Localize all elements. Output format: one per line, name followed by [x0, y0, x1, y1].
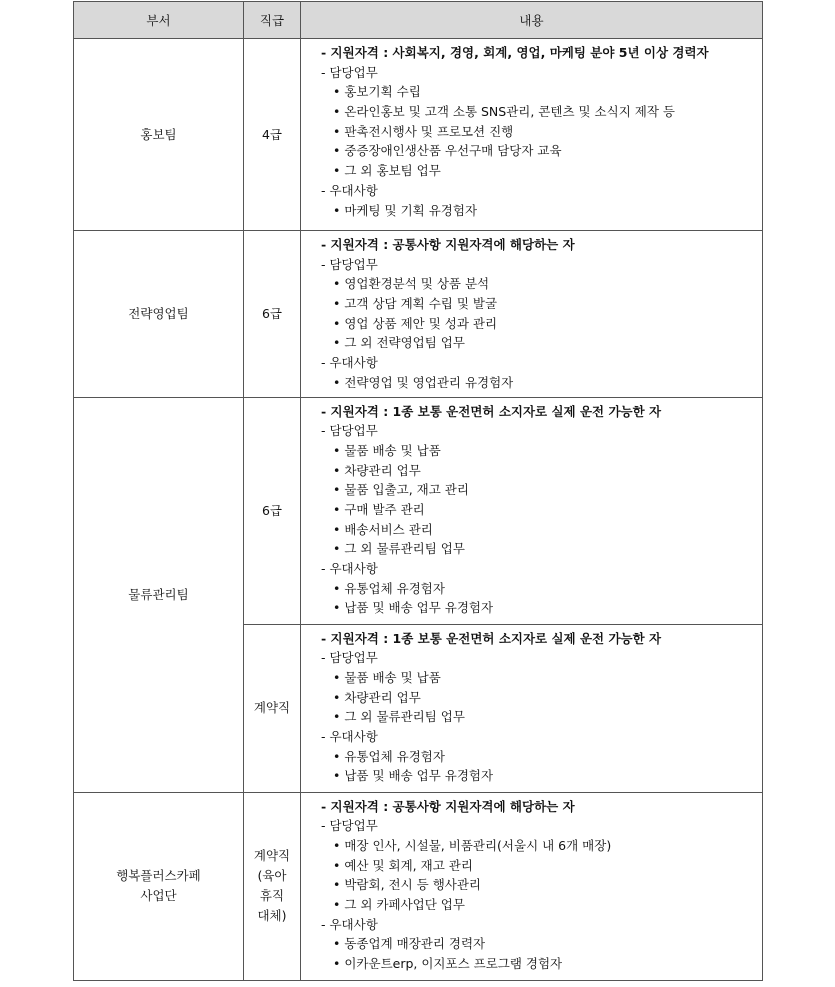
table-row	[74, 231, 763, 398]
section-line: - 우대사항	[321, 728, 378, 744]
bullet-line: • 그 외 홍보팀 업무	[333, 163, 441, 179]
bullet-line: • 배송서비스 관리	[333, 521, 433, 537]
bullet-line: • 구매 발주 관리	[333, 501, 425, 517]
bullet-line: • 납품 및 배송 업무 유경험자	[333, 768, 494, 784]
section-line: - 우대사항	[321, 561, 378, 576]
bullet-line: • 그 외 카페사업단 업무	[333, 896, 465, 912]
grade-cell: 4급	[244, 39, 301, 231]
qualification-line: - 지원자격 : 1종 보통 운전면허 소지자로 실제 운전 가능한 자	[321, 403, 662, 419]
bullet-line: • 물품 배송 및 납품	[333, 669, 441, 685]
content-cell	[301, 39, 763, 231]
header-content: 내용	[301, 2, 763, 39]
qualification-line: - 지원자격 : 공통사항 지원자격에 해당하는 자	[321, 798, 575, 814]
bullet-line: • 납품 및 배송 업무 유경험자	[333, 600, 494, 616]
bullet-line: • 동종업계 매장관리 경력자	[333, 936, 486, 952]
section-line: - 담당업무	[321, 256, 378, 272]
table-row	[74, 792, 763, 980]
dept-line: 사업단	[140, 888, 177, 903]
bullet-line: • 물품 입출고, 재고 관리	[333, 482, 469, 498]
bullet-line: • 물품 배송 및 납품	[333, 442, 441, 458]
header-grade: 직급	[244, 2, 301, 39]
dept-line: 행복플러스카페	[116, 868, 201, 883]
content-cell	[301, 397, 763, 624]
bullet-line: • 예산 및 회계, 재고 관리	[333, 857, 473, 873]
dept-cell: 전략영업팀	[74, 231, 244, 398]
section-line: - 우대사항	[321, 182, 378, 198]
section-line: - 담당업무	[321, 818, 378, 834]
content-cell	[301, 231, 763, 398]
bullet-line: • 전략영업 및 영업관리 유경험자	[333, 374, 514, 390]
bullet-line: • 차량관리 업무	[333, 462, 421, 478]
qualification-line: - 지원자격 : 공통사항 지원자격에 해당하는 자	[321, 237, 575, 252]
bullet-line: • 매장 인사, 시설물, 비품관리(서울시 내 6개 매장)	[333, 837, 612, 853]
section-line: - 담당업무	[321, 64, 378, 80]
bullet-line: • 박람회, 전시 등 행사관리	[333, 877, 481, 893]
bullet-line: • 그 외 물류관리팀 업무	[333, 709, 465, 725]
bullet-line: • 고객 상담 계획 수립 및 발굴	[333, 296, 498, 312]
grade-cell: 6급	[244, 231, 301, 398]
bullet-line: • 판촉전시행사 및 프로모션 진행	[333, 123, 514, 139]
section-line: - 우대사항	[321, 916, 378, 932]
bullet-line: • 홍보기획 수립	[333, 84, 421, 100]
section-line: - 담당업무	[321, 423, 378, 439]
grade-cell: 6급	[244, 397, 301, 624]
dept-cell: 물류관리팀	[74, 397, 244, 792]
grade-line: 휴직	[259, 888, 285, 903]
grade-cell: 계약직	[244, 624, 301, 792]
bullet-line: • 이카운트erp, 이지포스 프로그램 경험자	[333, 956, 563, 971]
bullet-line: • 영업환경분석 및 상품 분석	[333, 276, 490, 292]
dept-cell	[74, 792, 244, 980]
bullet-line: • 유통업체 유경험자	[333, 748, 445, 764]
bullet-line: • 온라인홍보 및 고객 소통 SNS관리, 콘텐츠 및 소식지 제작 등	[333, 104, 675, 120]
bullet-line: • 그 외 물류관리팀 업무	[333, 541, 465, 557]
grade-line: 대체)	[257, 908, 287, 923]
bullet-line: • 그 외 전략영업팀 업무	[333, 335, 465, 351]
dept-cell: 홍보팀	[74, 39, 244, 231]
table-row	[74, 39, 763, 231]
bullet-line: • 영업 상품 제안 및 성과 관리	[333, 315, 498, 331]
bullet-line: • 유통업체 유경험자	[333, 580, 445, 596]
bullet-line: • 마케팅 및 기획 유경험자	[333, 202, 478, 218]
table-row	[74, 397, 763, 624]
header-dept: 부서	[74, 2, 244, 39]
job-table	[73, 1, 763, 981]
grade-line: 계약직	[253, 848, 291, 863]
bullet-line: • 중증장애인생산품 우선구매 담당자 교육	[333, 143, 562, 159]
section-line: - 우대사항	[321, 355, 378, 371]
section-line: - 담당업무	[321, 650, 378, 666]
bullet-line: • 차량관리 업무	[333, 689, 421, 705]
qualification-line: - 지원자격 : 1종 보통 운전면허 소지자로 실제 운전 가능한 자	[321, 630, 662, 646]
grade-line: (육아	[257, 868, 287, 883]
table-header-row	[74, 2, 763, 39]
qualification-line: - 지원자격 : 사회복지, 경영, 회계, 영업, 마케팅 분야 5년 이상 경력자	[321, 45, 709, 60]
grade-cell	[244, 792, 301, 980]
content-cell	[301, 624, 763, 792]
content-cell	[301, 792, 763, 980]
